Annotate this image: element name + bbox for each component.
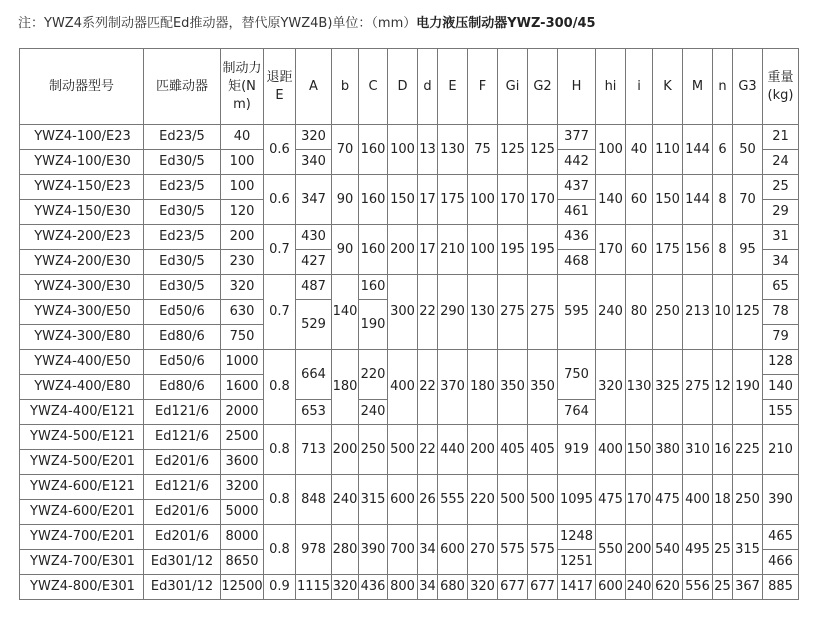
table-cell-weight: 65 bbox=[763, 275, 799, 300]
table-cell-torque: 1600 bbox=[221, 375, 264, 400]
table-cell-model: YWZ4-600/E201 bbox=[20, 500, 144, 525]
table-cell-m: 144 bbox=[683, 125, 713, 175]
table-cell-model: YWZ4-400/E50 bbox=[20, 350, 144, 375]
table-cell-model: YWZ4-200/E23 bbox=[20, 225, 144, 250]
table-cell-torque: 230 bbox=[221, 250, 264, 275]
table-cell-h: 1095 bbox=[558, 475, 596, 525]
table-cell-d-small: 17 bbox=[418, 225, 438, 275]
table-cell-d-small: 22 bbox=[418, 275, 438, 350]
table-cell-model: YWZ4-800/E301 bbox=[20, 575, 144, 600]
table-cell-weight: 79 bbox=[763, 325, 799, 350]
table-cell-d: 100 bbox=[388, 125, 418, 175]
table-cell-torque: 320 bbox=[221, 275, 264, 300]
table-cell-i: 60 bbox=[626, 175, 653, 225]
table-cell-h: 1417 bbox=[558, 575, 596, 600]
header-k: K bbox=[653, 49, 683, 125]
table-cell-a: 427 bbox=[296, 250, 332, 275]
table-cell-retreat-e: 0.8 bbox=[264, 425, 296, 475]
table-cell-g2: 575 bbox=[528, 525, 558, 575]
table-cell-c: 160 bbox=[359, 275, 388, 300]
table-cell-i: 60 bbox=[626, 225, 653, 275]
table-cell-model: YWZ4-700/E301 bbox=[20, 550, 144, 575]
table-cell-torque: 12500 bbox=[221, 575, 264, 600]
table-cell-f: 320 bbox=[468, 575, 498, 600]
table-cell-b: 180 bbox=[332, 350, 359, 425]
table-cell-h: 442 bbox=[558, 150, 596, 175]
table-cell-hi: 170 bbox=[596, 225, 626, 275]
table-cell-gi: 405 bbox=[498, 425, 528, 475]
table-cell-e: 130 bbox=[438, 125, 468, 175]
header-b: b bbox=[332, 49, 359, 125]
table-cell-c: 190 bbox=[359, 300, 388, 350]
table-cell-g3: 125 bbox=[733, 275, 763, 350]
table-cell-g2: 195 bbox=[528, 225, 558, 275]
table-cell-torque: 8000 bbox=[221, 525, 264, 550]
table-cell-gi: 500 bbox=[498, 475, 528, 525]
table-cell-model: YWZ4-400/E121 bbox=[20, 400, 144, 425]
table-cell-pusher: Ed23/5 bbox=[144, 125, 221, 150]
table-cell-retreat-e: 0.7 bbox=[264, 225, 296, 275]
table-cell-weight: 31 bbox=[763, 225, 799, 250]
table-cell-h: 595 bbox=[558, 275, 596, 350]
header-f: F bbox=[468, 49, 498, 125]
table-cell-hi: 140 bbox=[596, 175, 626, 225]
table-cell-c: 240 bbox=[359, 400, 388, 425]
brake-spec-table bbox=[19, 48, 799, 600]
table-cell-g2: 275 bbox=[528, 275, 558, 350]
header-row bbox=[20, 49, 799, 125]
table-cell-pusher: Ed30/5 bbox=[144, 250, 221, 275]
table-cell-d-small: 13 bbox=[418, 125, 438, 175]
header-m: M bbox=[683, 49, 713, 125]
table-cell-a: 713 bbox=[296, 425, 332, 475]
table-cell-e: 210 bbox=[438, 225, 468, 275]
table-cell-b: 140 bbox=[332, 275, 359, 350]
table-cell-weight: 128 bbox=[763, 350, 799, 375]
table-cell-i: 40 bbox=[626, 125, 653, 175]
table-cell-m: 400 bbox=[683, 475, 713, 525]
table-cell-g2: 500 bbox=[528, 475, 558, 525]
table-cell-pusher: Ed201/6 bbox=[144, 450, 221, 475]
table-cell-f: 100 bbox=[468, 225, 498, 275]
table-cell-d: 150 bbox=[388, 175, 418, 225]
header-e: E bbox=[438, 49, 468, 125]
table-cell-torque: 2000 bbox=[221, 400, 264, 425]
table-cell-weight: 34 bbox=[763, 250, 799, 275]
table-cell-pusher: Ed50/6 bbox=[144, 350, 221, 375]
table-cell-e: 175 bbox=[438, 175, 468, 225]
table-cell-a: 430 bbox=[296, 225, 332, 250]
table-cell-a: 529 bbox=[296, 300, 332, 350]
header-hi: hi bbox=[596, 49, 626, 125]
table-cell-h: 377 bbox=[558, 125, 596, 150]
table-cell-n: 8 bbox=[713, 225, 733, 275]
table-cell-model: YWZ4-400/E80 bbox=[20, 375, 144, 400]
table-cell-d: 200 bbox=[388, 225, 418, 275]
table-cell-torque: 630 bbox=[221, 300, 264, 325]
table-cell-model: YWZ4-150/E23 bbox=[20, 175, 144, 200]
table-cell-pusher: Ed121/6 bbox=[144, 425, 221, 450]
table-cell-weight: 29 bbox=[763, 200, 799, 225]
table-row bbox=[20, 425, 799, 450]
table-cell-n: 16 bbox=[713, 425, 733, 475]
table-row bbox=[20, 225, 799, 250]
table-cell-e: 440 bbox=[438, 425, 468, 475]
table-cell-torque: 3600 bbox=[221, 450, 264, 475]
table-cell-pusher: Ed301/12 bbox=[144, 550, 221, 575]
caption-note: 注：YWZ4系列制动器匹配Ed推动器，替代原YWZ4B)单位：（mm） bbox=[18, 16, 417, 31]
table-cell-g2: 350 bbox=[528, 350, 558, 425]
table-cell-d-small: 34 bbox=[418, 575, 438, 600]
table-cell-gi: 170 bbox=[498, 175, 528, 225]
header-pusher: 匹雖动器 bbox=[144, 49, 221, 125]
table-cell-pusher: Ed121/6 bbox=[144, 475, 221, 500]
table-cell-k: 380 bbox=[653, 425, 683, 475]
table-row bbox=[20, 275, 799, 300]
table-cell-model: YWZ4-300/E80 bbox=[20, 325, 144, 350]
header-torque: 制动力矩(Nm) bbox=[221, 49, 264, 125]
table-cell-k: 250 bbox=[653, 275, 683, 350]
table-cell-k: 325 bbox=[653, 350, 683, 425]
table-cell-c: 436 bbox=[359, 575, 388, 600]
table-cell-c: 160 bbox=[359, 175, 388, 225]
table-cell-b: 280 bbox=[332, 525, 359, 575]
table-cell-pusher: Ed23/5 bbox=[144, 225, 221, 250]
table-cell-f: 270 bbox=[468, 525, 498, 575]
table-cell-m: 213 bbox=[683, 275, 713, 350]
table-cell-b: 90 bbox=[332, 225, 359, 275]
table-cell-retreat-e: 0.8 bbox=[264, 350, 296, 425]
table-cell-m: 144 bbox=[683, 175, 713, 225]
table-cell-a: 664 bbox=[296, 350, 332, 400]
table-cell-h: 764 bbox=[558, 400, 596, 425]
table-cell-h: 468 bbox=[558, 250, 596, 275]
table-cell-retreat-e: 0.8 bbox=[264, 525, 296, 575]
table-cell-d: 400 bbox=[388, 350, 418, 425]
table-cell-torque: 8650 bbox=[221, 550, 264, 575]
table-cell-torque: 1000 bbox=[221, 350, 264, 375]
table-row bbox=[20, 475, 799, 500]
table-cell-a: 347 bbox=[296, 175, 332, 225]
table-cell-gi: 195 bbox=[498, 225, 528, 275]
table-cell-n: 25 bbox=[713, 525, 733, 575]
table-cell-retreat-e: 0.9 bbox=[264, 575, 296, 600]
table-cell-h: 919 bbox=[558, 425, 596, 475]
table-cell-torque: 3200 bbox=[221, 475, 264, 500]
table-cell-hi: 240 bbox=[596, 275, 626, 350]
table-cell-weight: 140 bbox=[763, 375, 799, 400]
table-cell-e: 370 bbox=[438, 350, 468, 425]
table-cell-b: 70 bbox=[332, 125, 359, 175]
table-cell-h: 1251 bbox=[558, 550, 596, 575]
table-cell-hi: 550 bbox=[596, 525, 626, 575]
header-d-small: d bbox=[418, 49, 438, 125]
table-cell-gi: 275 bbox=[498, 275, 528, 350]
table-row bbox=[20, 175, 799, 200]
table-cell-c: 390 bbox=[359, 525, 388, 575]
table-cell-n: 6 bbox=[713, 125, 733, 175]
table-cell-f: 130 bbox=[468, 275, 498, 350]
table-cell-a: 848 bbox=[296, 475, 332, 525]
table-cell-d-small: 17 bbox=[418, 175, 438, 225]
table-cell-model: YWZ4-100/E30 bbox=[20, 150, 144, 175]
table-cell-a: 653 bbox=[296, 400, 332, 425]
table-cell-c: 220 bbox=[359, 350, 388, 400]
table-cell-model: YWZ4-500/E121 bbox=[20, 425, 144, 450]
table-cell-i: 150 bbox=[626, 425, 653, 475]
table-cell-g2: 677 bbox=[528, 575, 558, 600]
table-cell-weight: 24 bbox=[763, 150, 799, 175]
table-cell-hi: 100 bbox=[596, 125, 626, 175]
table-cell-b: 240 bbox=[332, 475, 359, 525]
table-cell-n: 10 bbox=[713, 275, 733, 350]
table-cell-pusher: Ed50/6 bbox=[144, 300, 221, 325]
header-a: A bbox=[296, 49, 332, 125]
table-cell-weight: 78 bbox=[763, 300, 799, 325]
table-cell-m: 495 bbox=[683, 525, 713, 575]
table-cell-weight: 885 bbox=[763, 575, 799, 600]
header-h: H bbox=[558, 49, 596, 125]
table-cell-pusher: Ed30/5 bbox=[144, 275, 221, 300]
table-cell-d-small: 34 bbox=[418, 525, 438, 575]
table-cell-d: 600 bbox=[388, 475, 418, 525]
table-cell-g3: 50 bbox=[733, 125, 763, 175]
header-d: D bbox=[388, 49, 418, 125]
table-cell-g2: 405 bbox=[528, 425, 558, 475]
table-cell-hi: 600 bbox=[596, 575, 626, 600]
table-cell-f: 180 bbox=[468, 350, 498, 425]
header-n: n bbox=[713, 49, 733, 125]
table-cell-m: 156 bbox=[683, 225, 713, 275]
table-row bbox=[20, 525, 799, 550]
table-cell-h: 1248 bbox=[558, 525, 596, 550]
table-cell-d: 700 bbox=[388, 525, 418, 575]
table-cell-i: 240 bbox=[626, 575, 653, 600]
table-cell-k: 110 bbox=[653, 125, 683, 175]
table-cell-b: 320 bbox=[332, 575, 359, 600]
table-cell-gi: 125 bbox=[498, 125, 528, 175]
table-cell-n: 25 bbox=[713, 575, 733, 600]
table-cell-torque: 100 bbox=[221, 175, 264, 200]
table-cell-g3: 225 bbox=[733, 425, 763, 475]
table-cell-d: 800 bbox=[388, 575, 418, 600]
table-cell-torque: 2500 bbox=[221, 425, 264, 450]
header-i: i bbox=[626, 49, 653, 125]
header-retreat-e: 退距E bbox=[264, 49, 296, 125]
table-cell-pusher: Ed301/12 bbox=[144, 575, 221, 600]
table-cell-pusher: Ed23/5 bbox=[144, 175, 221, 200]
table-cell-a: 340 bbox=[296, 150, 332, 175]
table-cell-model: YWZ4-100/E23 bbox=[20, 125, 144, 150]
table-cell-weight: 465 bbox=[763, 525, 799, 550]
table-cell-f: 100 bbox=[468, 175, 498, 225]
table-cell-g3: 190 bbox=[733, 350, 763, 425]
table-cell-hi: 400 bbox=[596, 425, 626, 475]
table-cell-h: 750 bbox=[558, 350, 596, 400]
table-cell-g3: 367 bbox=[733, 575, 763, 600]
table-cell-e: 290 bbox=[438, 275, 468, 350]
header-c: C bbox=[359, 49, 388, 125]
table-cell-k: 150 bbox=[653, 175, 683, 225]
table-cell-k: 620 bbox=[653, 575, 683, 600]
table-row bbox=[20, 125, 799, 150]
table-cell-g3: 315 bbox=[733, 525, 763, 575]
table-cell-c: 160 bbox=[359, 225, 388, 275]
header-g3: G3 bbox=[733, 49, 763, 125]
table-cell-weight: 155 bbox=[763, 400, 799, 425]
table-cell-pusher: Ed121/6 bbox=[144, 400, 221, 425]
table-cell-torque: 750 bbox=[221, 325, 264, 350]
table-cell-torque: 200 bbox=[221, 225, 264, 250]
table-cell-weight: 25 bbox=[763, 175, 799, 200]
table-cell-m: 310 bbox=[683, 425, 713, 475]
table-cell-g3: 95 bbox=[733, 225, 763, 275]
table-cell-k: 475 bbox=[653, 475, 683, 525]
table-cell-model: YWZ4-700/E201 bbox=[20, 525, 144, 550]
table-cell-retreat-e: 0.6 bbox=[264, 175, 296, 225]
table-cell-b: 90 bbox=[332, 175, 359, 225]
table-cell-c: 250 bbox=[359, 425, 388, 475]
table-cell-e: 600 bbox=[438, 525, 468, 575]
header-model: 制动器型号 bbox=[20, 49, 144, 125]
table-cell-model: YWZ4-600/E121 bbox=[20, 475, 144, 500]
table-cell-gi: 575 bbox=[498, 525, 528, 575]
table-cell-a: 978 bbox=[296, 525, 332, 575]
table-cell-weight: 21 bbox=[763, 125, 799, 150]
table-cell-pusher: Ed30/5 bbox=[144, 150, 221, 175]
header-gi: Gi bbox=[498, 49, 528, 125]
table-cell-weight: 210 bbox=[763, 425, 799, 475]
table-cell-b: 200 bbox=[332, 425, 359, 475]
table-cell-pusher: Ed80/6 bbox=[144, 375, 221, 400]
table-cell-model: YWZ4-200/E30 bbox=[20, 250, 144, 275]
table-cell-c: 160 bbox=[359, 125, 388, 175]
table-cell-f: 200 bbox=[468, 425, 498, 475]
table-cell-d-small: 22 bbox=[418, 425, 438, 475]
table-cell-gi: 677 bbox=[498, 575, 528, 600]
table-cell-g2: 125 bbox=[528, 125, 558, 175]
table-cell-pusher: Ed30/5 bbox=[144, 200, 221, 225]
table-row bbox=[20, 350, 799, 375]
table-cell-hi: 475 bbox=[596, 475, 626, 525]
table-cell-f: 75 bbox=[468, 125, 498, 175]
table-cell-torque: 120 bbox=[221, 200, 264, 225]
table-cell-torque: 100 bbox=[221, 150, 264, 175]
table-cell-g3: 250 bbox=[733, 475, 763, 525]
table-cell-torque: 5000 bbox=[221, 500, 264, 525]
table-cell-g2: 170 bbox=[528, 175, 558, 225]
table-cell-h: 436 bbox=[558, 225, 596, 250]
table-caption bbox=[18, 12, 596, 31]
table-cell-n: 8 bbox=[713, 175, 733, 225]
table-cell-gi: 350 bbox=[498, 350, 528, 425]
table-cell-k: 540 bbox=[653, 525, 683, 575]
table-cell-model: YWZ4-300/E30 bbox=[20, 275, 144, 300]
table-cell-pusher: Ed80/6 bbox=[144, 325, 221, 350]
table-cell-model: YWZ4-300/E50 bbox=[20, 300, 144, 325]
table-cell-i: 200 bbox=[626, 525, 653, 575]
table-cell-model: YWZ4-150/E30 bbox=[20, 200, 144, 225]
table-cell-g3: 70 bbox=[733, 175, 763, 225]
table-cell-d: 500 bbox=[388, 425, 418, 475]
table-cell-i: 170 bbox=[626, 475, 653, 525]
table-cell-weight: 390 bbox=[763, 475, 799, 525]
table-cell-f: 220 bbox=[468, 475, 498, 525]
table-cell-k: 175 bbox=[653, 225, 683, 275]
table-cell-a: 487 bbox=[296, 275, 332, 300]
table-cell-h: 461 bbox=[558, 200, 596, 225]
table-cell-i: 130 bbox=[626, 350, 653, 425]
table-cell-retreat-e: 0.7 bbox=[264, 275, 296, 350]
table-cell-d: 300 bbox=[388, 275, 418, 350]
table-cell-i: 80 bbox=[626, 275, 653, 350]
table-cell-n: 12 bbox=[713, 350, 733, 425]
table-cell-pusher: Ed201/6 bbox=[144, 525, 221, 550]
table-cell-retreat-e: 0.6 bbox=[264, 125, 296, 175]
table-cell-e: 555 bbox=[438, 475, 468, 525]
table-cell-h: 437 bbox=[558, 175, 596, 200]
header-weight: 重量(kg) bbox=[763, 49, 799, 125]
header-g2: G2 bbox=[528, 49, 558, 125]
table-cell-n: 18 bbox=[713, 475, 733, 525]
table-cell-d-small: 22 bbox=[418, 350, 438, 425]
caption-product-title: 电力液压制动器YWZ-300/45 bbox=[416, 16, 596, 31]
table-cell-m: 556 bbox=[683, 575, 713, 600]
table-cell-d-small: 26 bbox=[418, 475, 438, 525]
table-cell-e: 680 bbox=[438, 575, 468, 600]
table-cell-a: 320 bbox=[296, 125, 332, 150]
table-cell-torque: 40 bbox=[221, 125, 264, 150]
table-row bbox=[20, 575, 799, 600]
table-cell-c: 315 bbox=[359, 475, 388, 525]
table-cell-pusher: Ed201/6 bbox=[144, 500, 221, 525]
table-cell-a: 1115 bbox=[296, 575, 332, 600]
table-cell-m: 275 bbox=[683, 350, 713, 425]
table-cell-weight: 466 bbox=[763, 550, 799, 575]
table-cell-retreat-e: 0.8 bbox=[264, 475, 296, 525]
table-cell-model: YWZ4-500/E201 bbox=[20, 450, 144, 475]
table-cell-hi: 320 bbox=[596, 350, 626, 425]
